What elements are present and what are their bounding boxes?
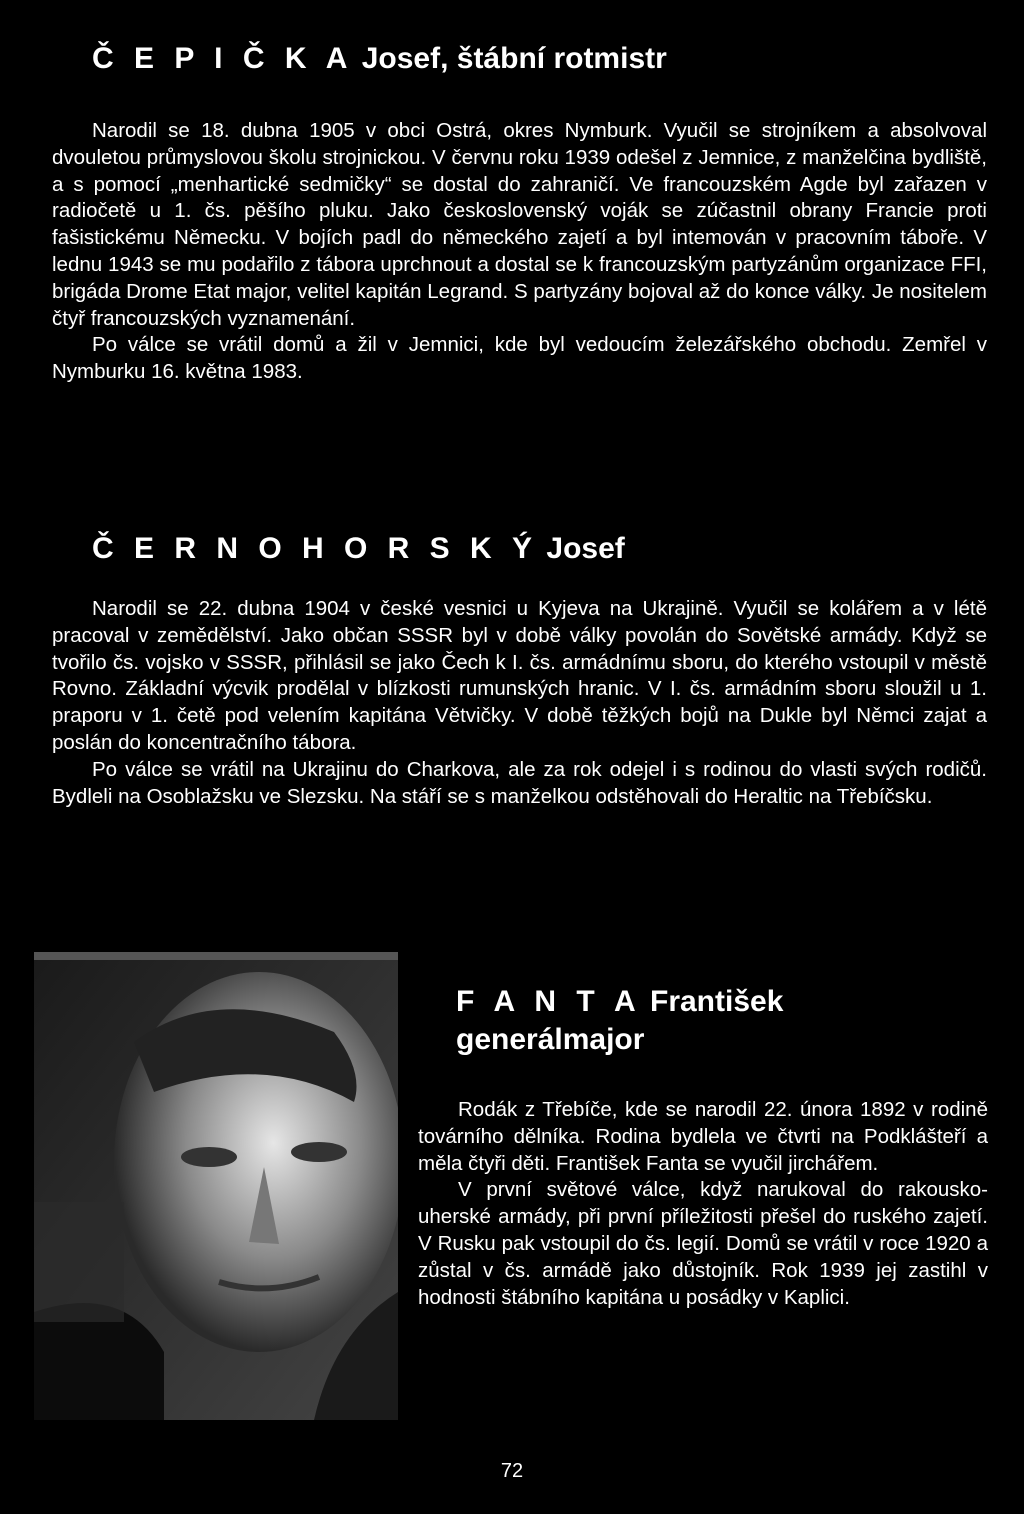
paragraph: Rodák z Třebíče, kde se narodil 22. února 1892 v rodině továrního dělníka. Rodina bydlela ve čtvrti na Podklášteří a měla čtyři děti. František Fanta se vyučil jirchářem. — [418, 1098, 988, 1175]
rank-fanta: generálmajor — [456, 1023, 645, 1056]
heading-cepicka — [92, 41, 667, 77]
paragraph: V první světové válce, když narukoval do rakousko-uherské armády, při první příležitosti přešel do ruského zajetí. V Rusku pak vstoupil do čs. legií. Domů se vrátil v roce 1920 a zůstal v čs. armádě jako důstojník. Rok 1939 jej zastihl v hodnosti štábního kapitána u posádky v Kaplici. — [418, 1178, 988, 1309]
heading-rest-cepicka: Josef, štábní rotmistr — [361, 42, 667, 75]
paragraph: Narodil se 18. dubna 1905 v obci Ostrá, okres Nymburk. Vyučil se strojníkem a absolvoval dvouletou průmyslovou školu strojnickou. V červnu roku 1939 odešel z Jemnice, z manželčina bydliště, a s pomocí „menhartické sedmičky“ se dostal do zahraničí. Ve francouzském Agde byl zařazen v radiočetě u 1. čs. pěšího pluku. Jako československý voják se zúčastnil obrany Francie proti fašistickému Německu. V bojích padl do německého zajetí a byl intemován v pracovním táboře. V lednu 1943 se mu podařilo z tábora uprchnout a dostal se k francouzským partyzánům organizace FFI, brigáda Drome Etat major, velitel kapitán Legrand. S partyzány bojoval až do konce války. Je nositelem čtyř francouzských vyznamenání. — [52, 119, 987, 330]
surname-cepicka: Č E P I Č K A — [92, 42, 354, 75]
heading-cernohorsky — [92, 531, 625, 567]
heading-rest-fanta: František — [650, 985, 784, 1018]
paragraph: Po válce se vrátil na Ukrajinu do Charkova, ale za rok odejel i s rodinou do vlasti svých rodičů. Bydleli na Osoblažsku ve Slezsku. Na stáří se s manželkou odstěhovali do Heraltic na Třebíčsku. — [52, 757, 987, 808]
bio-cernohorsky — [52, 596, 987, 810]
bio-cepicka — [52, 118, 987, 386]
surname-cernohorsky: Č E R N O H O R S K Ý — [92, 532, 539, 565]
paragraph: Po válce se vrátil domů a žil v Jemnici, kde byl vedoucím železářského obchodu. Zemřel v Nymburku 16. května 1983. — [52, 333, 987, 384]
heading-rest-cernohorsky: Josef — [546, 532, 625, 565]
portrait-image — [34, 952, 398, 1420]
paragraph: Narodil se 22. dubna 1904 v české vesnici u Kyjeva na Ukrajině. Vyučil se kolářem a v létě pracoval v zemědělství. Jako občan SSSR byl v době války povolán do Sovětské armády. Když se tvořilo čs. vojsko v SSSR, přihlásil se jako Čech k I. čs. armádnímu sboru, do kterého vstoupil v městě Rovno. Základní výcvik prodělal v blízkosti rumunských hranic. V I. čs. armádním sboru sloužil u 1. praporu v 1. četě pod velením kapitána Větvičky. V době těžkých bojů na Dukle byl Němci zajat a poslán do koncentračního tábora. — [52, 597, 987, 754]
page-number: 72 — [500, 1460, 524, 1482]
surname-fanta: F A N T A — [456, 985, 642, 1018]
portrait-photo — [34, 952, 398, 1420]
heading-fanta — [456, 984, 783, 1020]
bio-fanta — [418, 1097, 988, 1311]
